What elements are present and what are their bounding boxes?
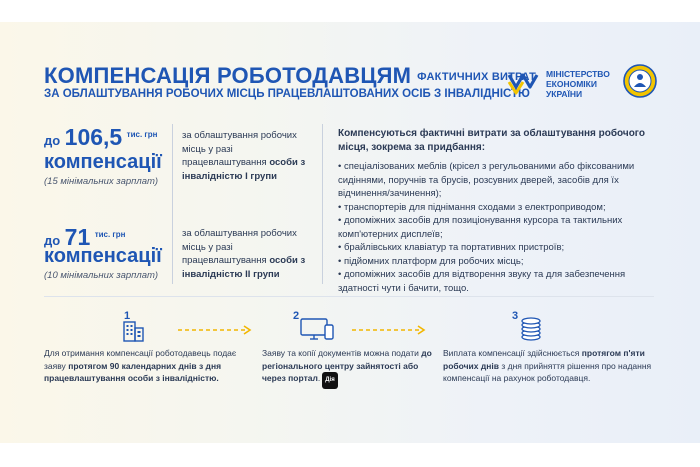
ministry-logo-icon [507,67,539,95]
column-divider-left [172,124,173,284]
compensation-note-1: (15 мінімальних зарплат) [44,176,159,187]
building-icon [120,316,146,342]
section-divider [44,296,654,297]
ministry-logo-text: МІНІСТЕРСТВО ЕКОНОМІКИ УКРАЇНИ [546,69,610,99]
step-text-1: Для отримання компенсації роботодавець подає заяву протягом 90 календарних днів з дня працевлаштування особи з інвалідністю. [44,348,237,383]
compensation-description-1: за облаштування робочих місць у разі працевлаштування особи з інвалідністю І групи [182,130,306,182]
page-title: КОМПЕНСАЦІЯ РОБОТОДАВЦЯМ ФАКТИЧНИХ ВИТРАТ [44,63,537,88]
step-number-1: 1 [124,310,131,322]
compensation-word-2: компенсації [44,245,162,267]
compensation-word-1: компенсації [44,151,162,173]
list-item: • підйомних платформ для робочих місць; [338,255,524,267]
list-item: • спеціалізованих меблів (крісел з регульованими або фіксованими сидіннями, поручнів та брусів, розсувних дверей, засобів для їх відчинення/зачинення); [338,161,635,199]
column-divider-right [322,124,323,284]
compensation-note-2: (10 мінімальних зарплат) [44,270,159,281]
devices-icon [298,316,336,342]
step-number-3: 3 [512,310,519,322]
compensation-description-2: за облаштування робочих місць у разі працевлаштування особи з інвалідністю ІІ групи [182,228,306,280]
list-item: • брайлівських клавіатур та портативних пристроїв; [338,242,565,253]
step-text-2: Заяву та копії документів можна подати до регіонального центру зайнятості або через портал. Дія [262,347,432,389]
coins-icon [518,312,544,342]
list-item: • допоміжних засобів для позиціонування курсора та тактильних комп'ютерних дисплеїв; [338,215,623,240]
expenses-heading: Компенсуються фактичні витрати за облаштування робочого місця, зокрема за придбання: [338,128,645,153]
step-number-2: 2 [293,310,300,322]
diia-badge[interactable]: Дія [322,372,337,389]
arrow-right-icon [178,325,254,335]
compensation-amount-1: до 106,5 $^{тис. грн}$ [44,124,158,150]
arrow-right-icon [352,325,428,335]
page-subtitle: ЗА ОБЛАШТУВАННЯ РОБОЧИХ МІСЦЬ ПРАЦЕВЛАШТОВАНИХ ОСІБ З ІНВАЛІДНІСТЮ [44,88,530,100]
expenses-list [338,160,668,295]
employment-center-emblem-icon [623,64,657,98]
compensation-amount-2: до 71 $^{тис. грн}$ [44,224,126,250]
list-item: • транспортерів для піднімання сходами з електроприводом; [338,201,606,213]
step-text-3: Виплата компенсації здійснюється протягом п'яти робочих днів з дня прийняття рішення про надання компенсації на рахунок роботодавця. [443,348,652,383]
list-item: • допоміжних засобів для відтворення звуку та для забезпечення здатності чути і бачити, тощо. [338,269,626,294]
